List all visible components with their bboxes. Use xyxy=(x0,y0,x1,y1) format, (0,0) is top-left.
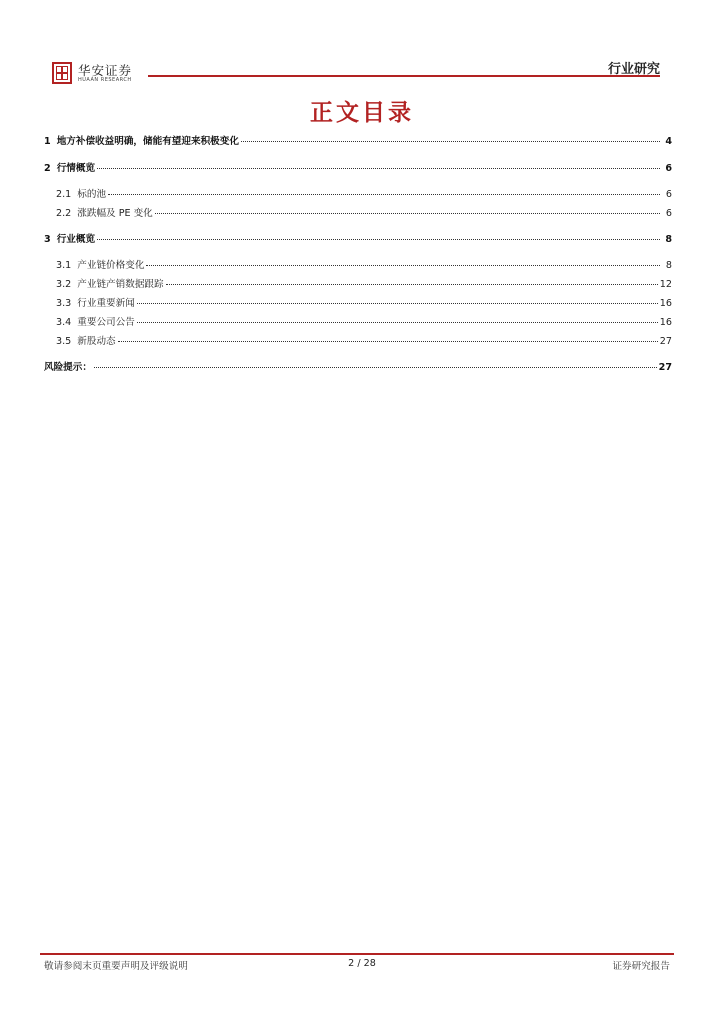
footer-disclaimer: 敬请参阅末页重要声明及评级说明 xyxy=(44,961,188,972)
toc-entry-label: 产业链产销数据跟踪 xyxy=(77,279,164,290)
report-category: 行业研究 xyxy=(607,62,660,77)
toc-entry[interactable] xyxy=(44,317,672,329)
toc-entry-number: 3.1 xyxy=(56,260,72,271)
toc-entry-number: 2.2 xyxy=(56,208,72,219)
toc-leader-dots xyxy=(137,322,658,323)
toc-leader-dots xyxy=(166,284,658,285)
toc-entry-number: 2 xyxy=(44,163,51,174)
footer-divider xyxy=(40,953,674,955)
toc-entry-page: 12 xyxy=(659,279,672,290)
toc-entry-page: 27 xyxy=(658,362,672,373)
toc-entry-label: 行业重要新闻 xyxy=(77,298,135,309)
toc-entry-number: 3.4 xyxy=(56,317,72,328)
toc-entry-page: 16 xyxy=(659,298,672,309)
toc-leader-dots xyxy=(108,194,660,195)
toc-entry-number: 3.3 xyxy=(56,298,72,309)
toc-entry[interactable] xyxy=(44,234,672,246)
toc-leader-dots xyxy=(155,213,660,214)
toc-entry[interactable] xyxy=(44,362,672,374)
toc-leader-dots xyxy=(118,341,658,342)
toc-entry-page: 4 xyxy=(665,136,672,147)
company-logo xyxy=(52,62,148,88)
logo-chinese-name: 华安证券 xyxy=(78,63,133,78)
toc-leader-dots xyxy=(137,303,658,304)
toc-entry-number: 1 xyxy=(44,136,51,147)
toc-entry-page: 8 xyxy=(665,234,672,245)
toc-entry[interactable] xyxy=(44,163,672,175)
page-indicator: 2 / 28 xyxy=(348,958,376,969)
toc-entry-page: 6 xyxy=(665,189,672,200)
header-divider xyxy=(148,75,660,77)
toc-entry[interactable] xyxy=(44,260,672,272)
toc-leader-dots xyxy=(97,168,660,169)
toc-entry[interactable] xyxy=(44,336,672,348)
toc-entry[interactable] xyxy=(44,208,672,220)
toc-leader-dots xyxy=(146,265,660,266)
toc-entry-label: 重要公司公告 xyxy=(77,317,135,328)
toc-entry-label: 新股动态 xyxy=(77,336,116,347)
toc-entry-number: 3 xyxy=(44,234,51,245)
toc-entry-number: 2.1 xyxy=(56,189,72,200)
toc-entry[interactable] xyxy=(44,189,672,201)
toc-title: 正文目录 xyxy=(310,99,414,126)
page-header xyxy=(52,58,672,88)
toc-entry-number: 3.5 xyxy=(56,336,72,347)
toc-entry[interactable] xyxy=(44,136,672,148)
seal-icon xyxy=(52,62,72,84)
toc-entry-label: 标的池 xyxy=(77,189,107,200)
toc-entry[interactable] xyxy=(44,298,672,310)
toc-entry-page: 6 xyxy=(665,208,672,219)
toc-entry-label: 产业链价格变化 xyxy=(77,260,145,271)
logo-english-name: HUAAN RESEARCH xyxy=(78,77,132,83)
toc-entry-label: 行情概览 xyxy=(56,163,96,174)
toc-leader-dots xyxy=(241,141,660,142)
toc-entry[interactable] xyxy=(44,279,672,291)
toc-entry-page: 16 xyxy=(659,317,672,328)
toc-entry-page: 8 xyxy=(665,260,672,271)
toc-entry-label: 涨跌幅及 PE 变化 xyxy=(77,208,153,219)
toc-leader-dots xyxy=(94,367,657,368)
toc-entry-page: 6 xyxy=(665,163,672,174)
toc-leader-dots xyxy=(97,239,660,240)
toc-entry-label: 风险提示： xyxy=(44,362,92,373)
toc-entry-page: 27 xyxy=(659,336,672,347)
toc-entry-label: 行业概览 xyxy=(56,234,96,245)
footer-report-type: 证券研究报告 xyxy=(612,961,670,972)
toc-entry-label: 地方补偿收益明确，储能有望迎来积极变化 xyxy=(56,136,239,147)
toc-entry-number: 3.2 xyxy=(56,279,72,290)
